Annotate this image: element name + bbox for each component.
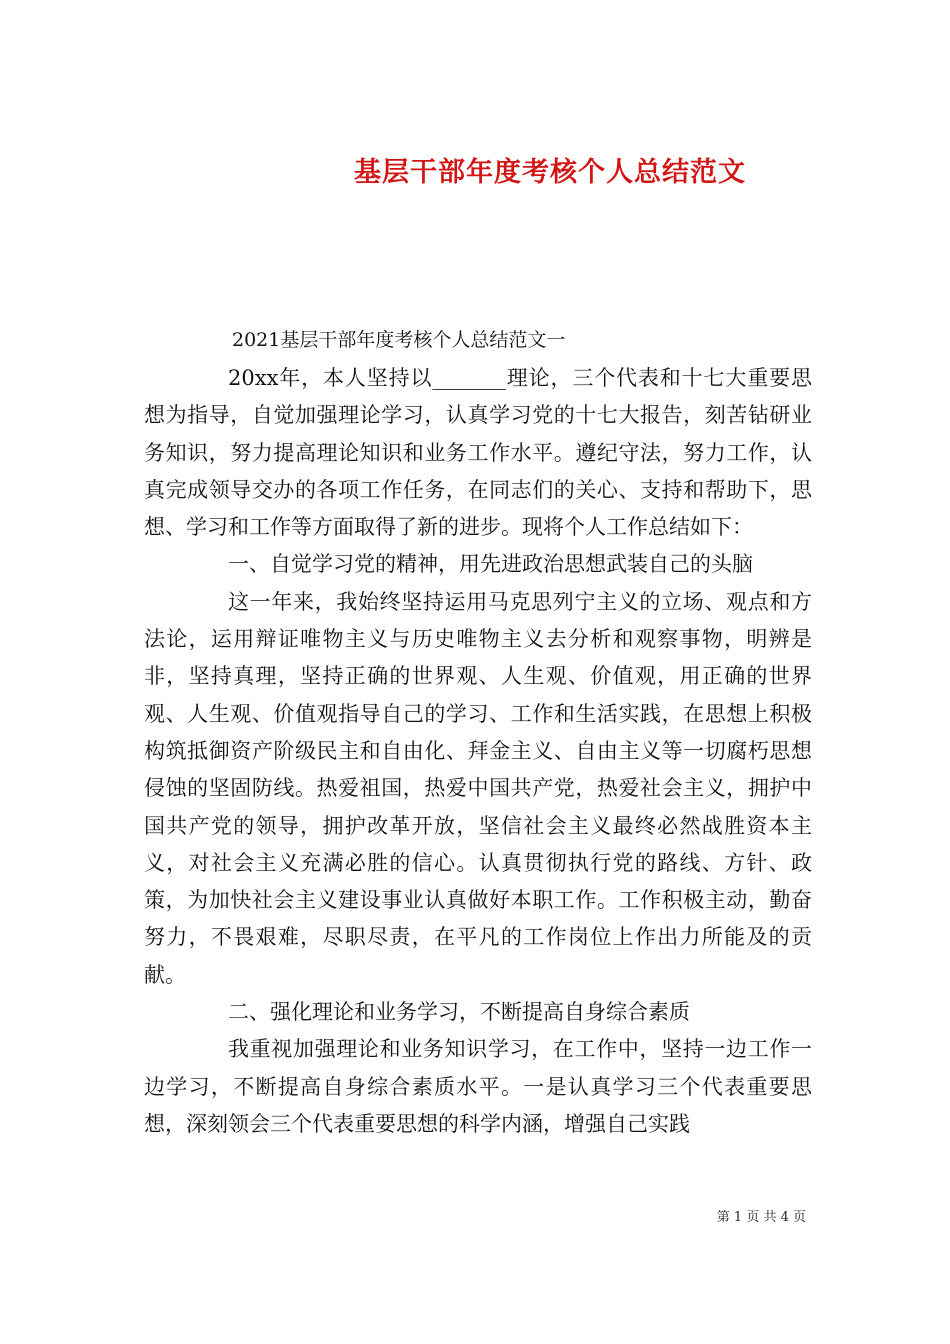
section-heading: 2021基层干部年度考核个人总结范文一 [232, 329, 566, 351]
subheading-two: 二、强化理论和业务学习，不断提高自身综合素质 [228, 1000, 690, 1025]
paragraph-two: 我重视加强理论和业务知识学习，在工作中，坚持一边工作一边学习，不断提高自身综合素质水平。一是认真学习三个代表重要思想，深刻领会三个代表重要思想的科学内涵，增强自己实践 [144, 1037, 812, 1136]
document-title: 基层干部年度考核个人总结范文 [354, 157, 746, 189]
paragraph-intro: 20xx年，本人坚持以_______理论，三个代表和十七大重要思想为指导，自觉加强理论学习，认真学习党的十七大报告，刻苦钻研业务知识，努力提高理论知识和业务工作水平。遵纪守法，努力工作，认真完成领导交办的各项工作任务，在同志们的关心、支持和帮助下，思想、学习和工作等方面取得了新的进步。现将个人工作总结如下： [144, 366, 812, 540]
document-body [144, 360, 812, 1143]
subheading-one: 一、自觉学习党的精神，用先进政治思想武装自己的头脑 [228, 552, 753, 577]
page-number-footer: 第 1 页 共 4 页 [716, 1210, 806, 1225]
paragraph-one: 这一年来，我始终坚持运用马克思列宁主义的立场、观点和方法论，运用辩证唯物主义与历史唯物主义去分析和观察事物，明辨是非，坚持真理，坚持正确的世界观、人生观、价值观，用正确的世界观、人生观、价值观指导自己的学习、工作和生活实践，在思想上积极构筑抵御资产阶级民主和自由化、拜金主义、自由主义等一切腐朽思想侵蚀的坚固防线。热爱祖国，热爱中国共产党，热爱社会主义，拥护中国共产党的领导，拥护改革开放，坚信社会主义最终必然战胜资本主义，对社会主义充满必胜的信心。认真贯彻执行党的路线、方针、政策，为加快社会主义建设事业认真做好本职工作。工作积极主动，勤奋努力，不畏艰难，尽职尽责，在平凡的工作岗位上作出力所能及的贡献。 [144, 589, 812, 987]
